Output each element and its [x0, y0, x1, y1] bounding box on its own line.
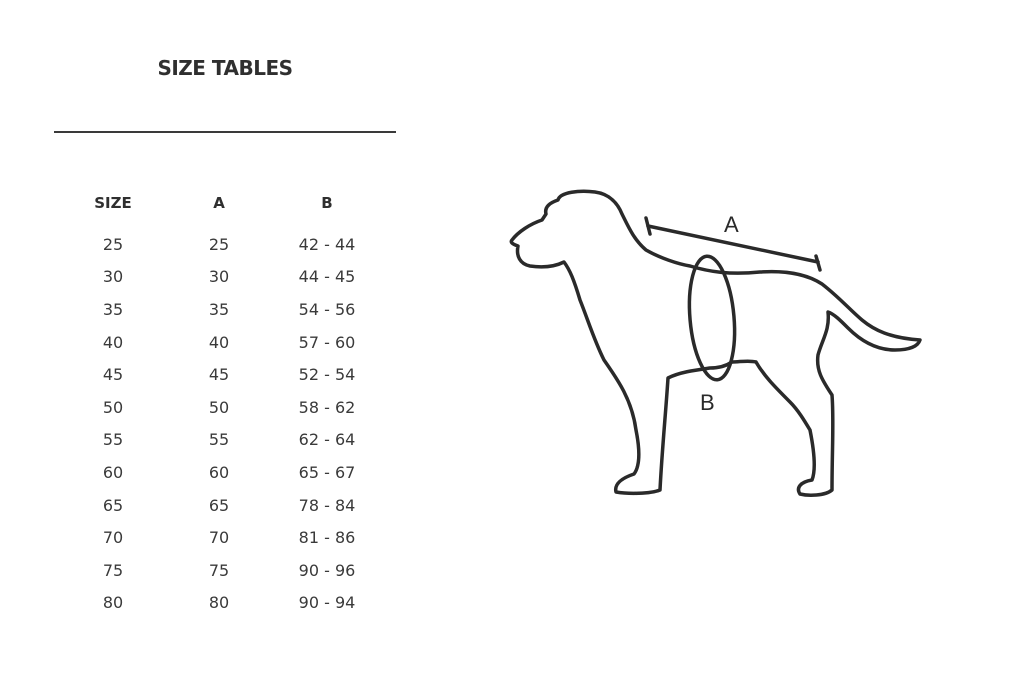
- header-size: SIZE: [94, 194, 132, 212]
- cell-size: 25: [102, 234, 124, 254]
- cell-a: 40: [208, 332, 230, 352]
- table-row: [60, 293, 382, 326]
- title-divider: [54, 131, 396, 133]
- cell-size: 40: [102, 332, 124, 352]
- cell-a: 35: [208, 299, 230, 319]
- dog-measurement-diagram: [500, 180, 930, 510]
- table-row: [60, 228, 382, 261]
- cell-size: 65: [102, 495, 124, 515]
- cell-size: 45: [102, 365, 124, 385]
- cell-a: 70: [208, 528, 230, 548]
- cell-a: 80: [208, 593, 230, 613]
- page-title: SIZE TABLES: [157, 56, 293, 80]
- cell-b: 90 - 96: [298, 560, 356, 580]
- dog-outline-icon: [500, 180, 930, 510]
- cell-b: 58 - 62: [298, 397, 356, 417]
- label-a: A: [724, 212, 739, 237]
- header-b: B: [321, 194, 333, 212]
- cell-b: 81 - 86: [298, 528, 356, 548]
- cell-a: 60: [208, 462, 230, 482]
- cell-a: 30: [208, 267, 230, 287]
- table-row: [60, 424, 382, 457]
- table-row: [60, 521, 382, 554]
- cell-b: 90 - 94: [298, 593, 356, 613]
- table-row: [60, 587, 382, 620]
- cell-b: 78 - 84: [298, 495, 356, 515]
- table-row: [60, 489, 382, 522]
- cell-a: 25: [208, 234, 230, 254]
- table-row: [60, 554, 382, 587]
- table-row: [60, 326, 382, 359]
- cell-size: 80: [102, 593, 124, 613]
- cell-size: 60: [102, 462, 124, 482]
- table-row: [60, 456, 382, 489]
- cell-b: 44 - 45: [298, 267, 356, 287]
- cell-size: 55: [102, 430, 124, 450]
- cell-a: 50: [208, 397, 230, 417]
- table-header-row: [60, 188, 382, 218]
- cell-b: 65 - 67: [298, 462, 356, 482]
- cell-a: 55: [208, 430, 230, 450]
- cell-a: 65: [208, 495, 230, 515]
- cell-b: 52 - 54: [298, 365, 356, 385]
- cell-size: 35: [102, 299, 124, 319]
- cell-size: 75: [102, 560, 124, 580]
- header-a: A: [213, 194, 225, 212]
- cell-b: 42 - 44: [298, 234, 356, 254]
- table-spacer: [60, 218, 382, 228]
- label-b: B: [700, 390, 715, 415]
- cell-size: 70: [102, 528, 124, 548]
- table-row: [60, 358, 382, 391]
- cell-size: 50: [102, 397, 124, 417]
- cell-b: 54 - 56: [298, 299, 356, 319]
- cell-b: 62 - 64: [298, 430, 356, 450]
- cell-b: 57 - 60: [298, 332, 356, 352]
- table-row: [60, 261, 382, 294]
- size-table: [60, 188, 382, 619]
- cell-a: 45: [208, 365, 230, 385]
- cell-a: 75: [208, 560, 230, 580]
- cell-size: 30: [102, 267, 124, 287]
- table-row: [60, 391, 382, 424]
